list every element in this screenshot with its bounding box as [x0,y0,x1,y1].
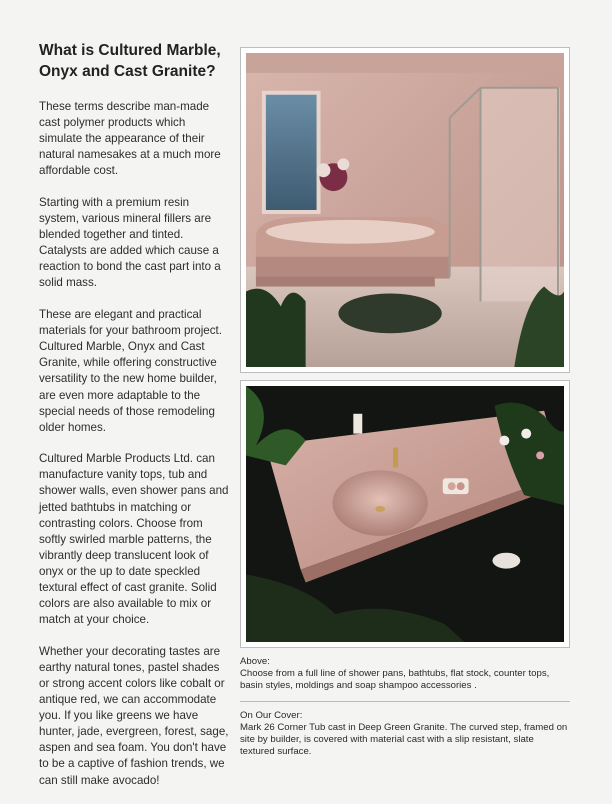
photo-captions [240,654,570,762]
caption-divider [240,701,570,702]
caption-cover-text: Mark 26 Corner Tub cast in Deep Green Granite. The curved step, framed on site by builder, is covered with material cast with a slip resistant, slate textured surface. [240,721,568,758]
vanity-photo-illustration [246,386,564,642]
article-paragraph: These are elegant and practical materials for your bathroom project. Cultured Marble, Onyx and Cast Granite, while offering constructive versatility to the new home builder, are even more adaptable to the special needs of those remodeling older homes. [39,308,222,434]
bathroom-photo-illustration [246,53,564,367]
article-title [39,40,229,82]
vanity-photo [240,380,570,648]
article-paragraph: Starting with a premium resin system, various mineral fillers are blended together and tinted. Catalysts are added which cause a reaction to bond the cast part into a solid mass. [39,195,221,290]
article-title-line1: What is Cultured Marble, [39,42,221,59]
caption-cover [240,708,570,763]
article-title-line2: Onyx and Cast Granite? [39,63,216,80]
caption-above [240,654,570,697]
caption-above-text: Choose from a full line of shower pans, bathtubs, flat stock, counter tops, basin styles, moldings and soap shampoo accessories . [240,668,550,692]
bathroom-photo [240,47,570,373]
caption-above-label: Above: [240,656,270,667]
article-paragraph: Whether your decorating tastes are earthy natural tones, pastel shades or strong accent colors like cobalt or antique red, we can accommodate you. If you like greens we have hunter, jade, evergreen, forest, sage, aspen and sea foam. You don't have to be a captive of fashion trends, we can still make avocado! [39,644,229,787]
article-paragraph: Cultured Marble Products Ltd. can manufacture vanity tops, tub and shower walls, even shower pans and jetted bathtubs in matching or contrasting colors. Choose from softly swirled marble patterns, the vibrantly deep translucent look of onyx or the up to date speckled textural effect of cast granite. Solid colors are also available to mix or match at your choice. [39,452,229,627]
article-paragraph: These terms describe man-made cast polymer products which simulate the appearance of their natural namesakes at a much more affordable cost. [39,100,221,178]
article-column [39,40,229,804]
caption-cover-label: On Our Cover: [240,709,303,721]
